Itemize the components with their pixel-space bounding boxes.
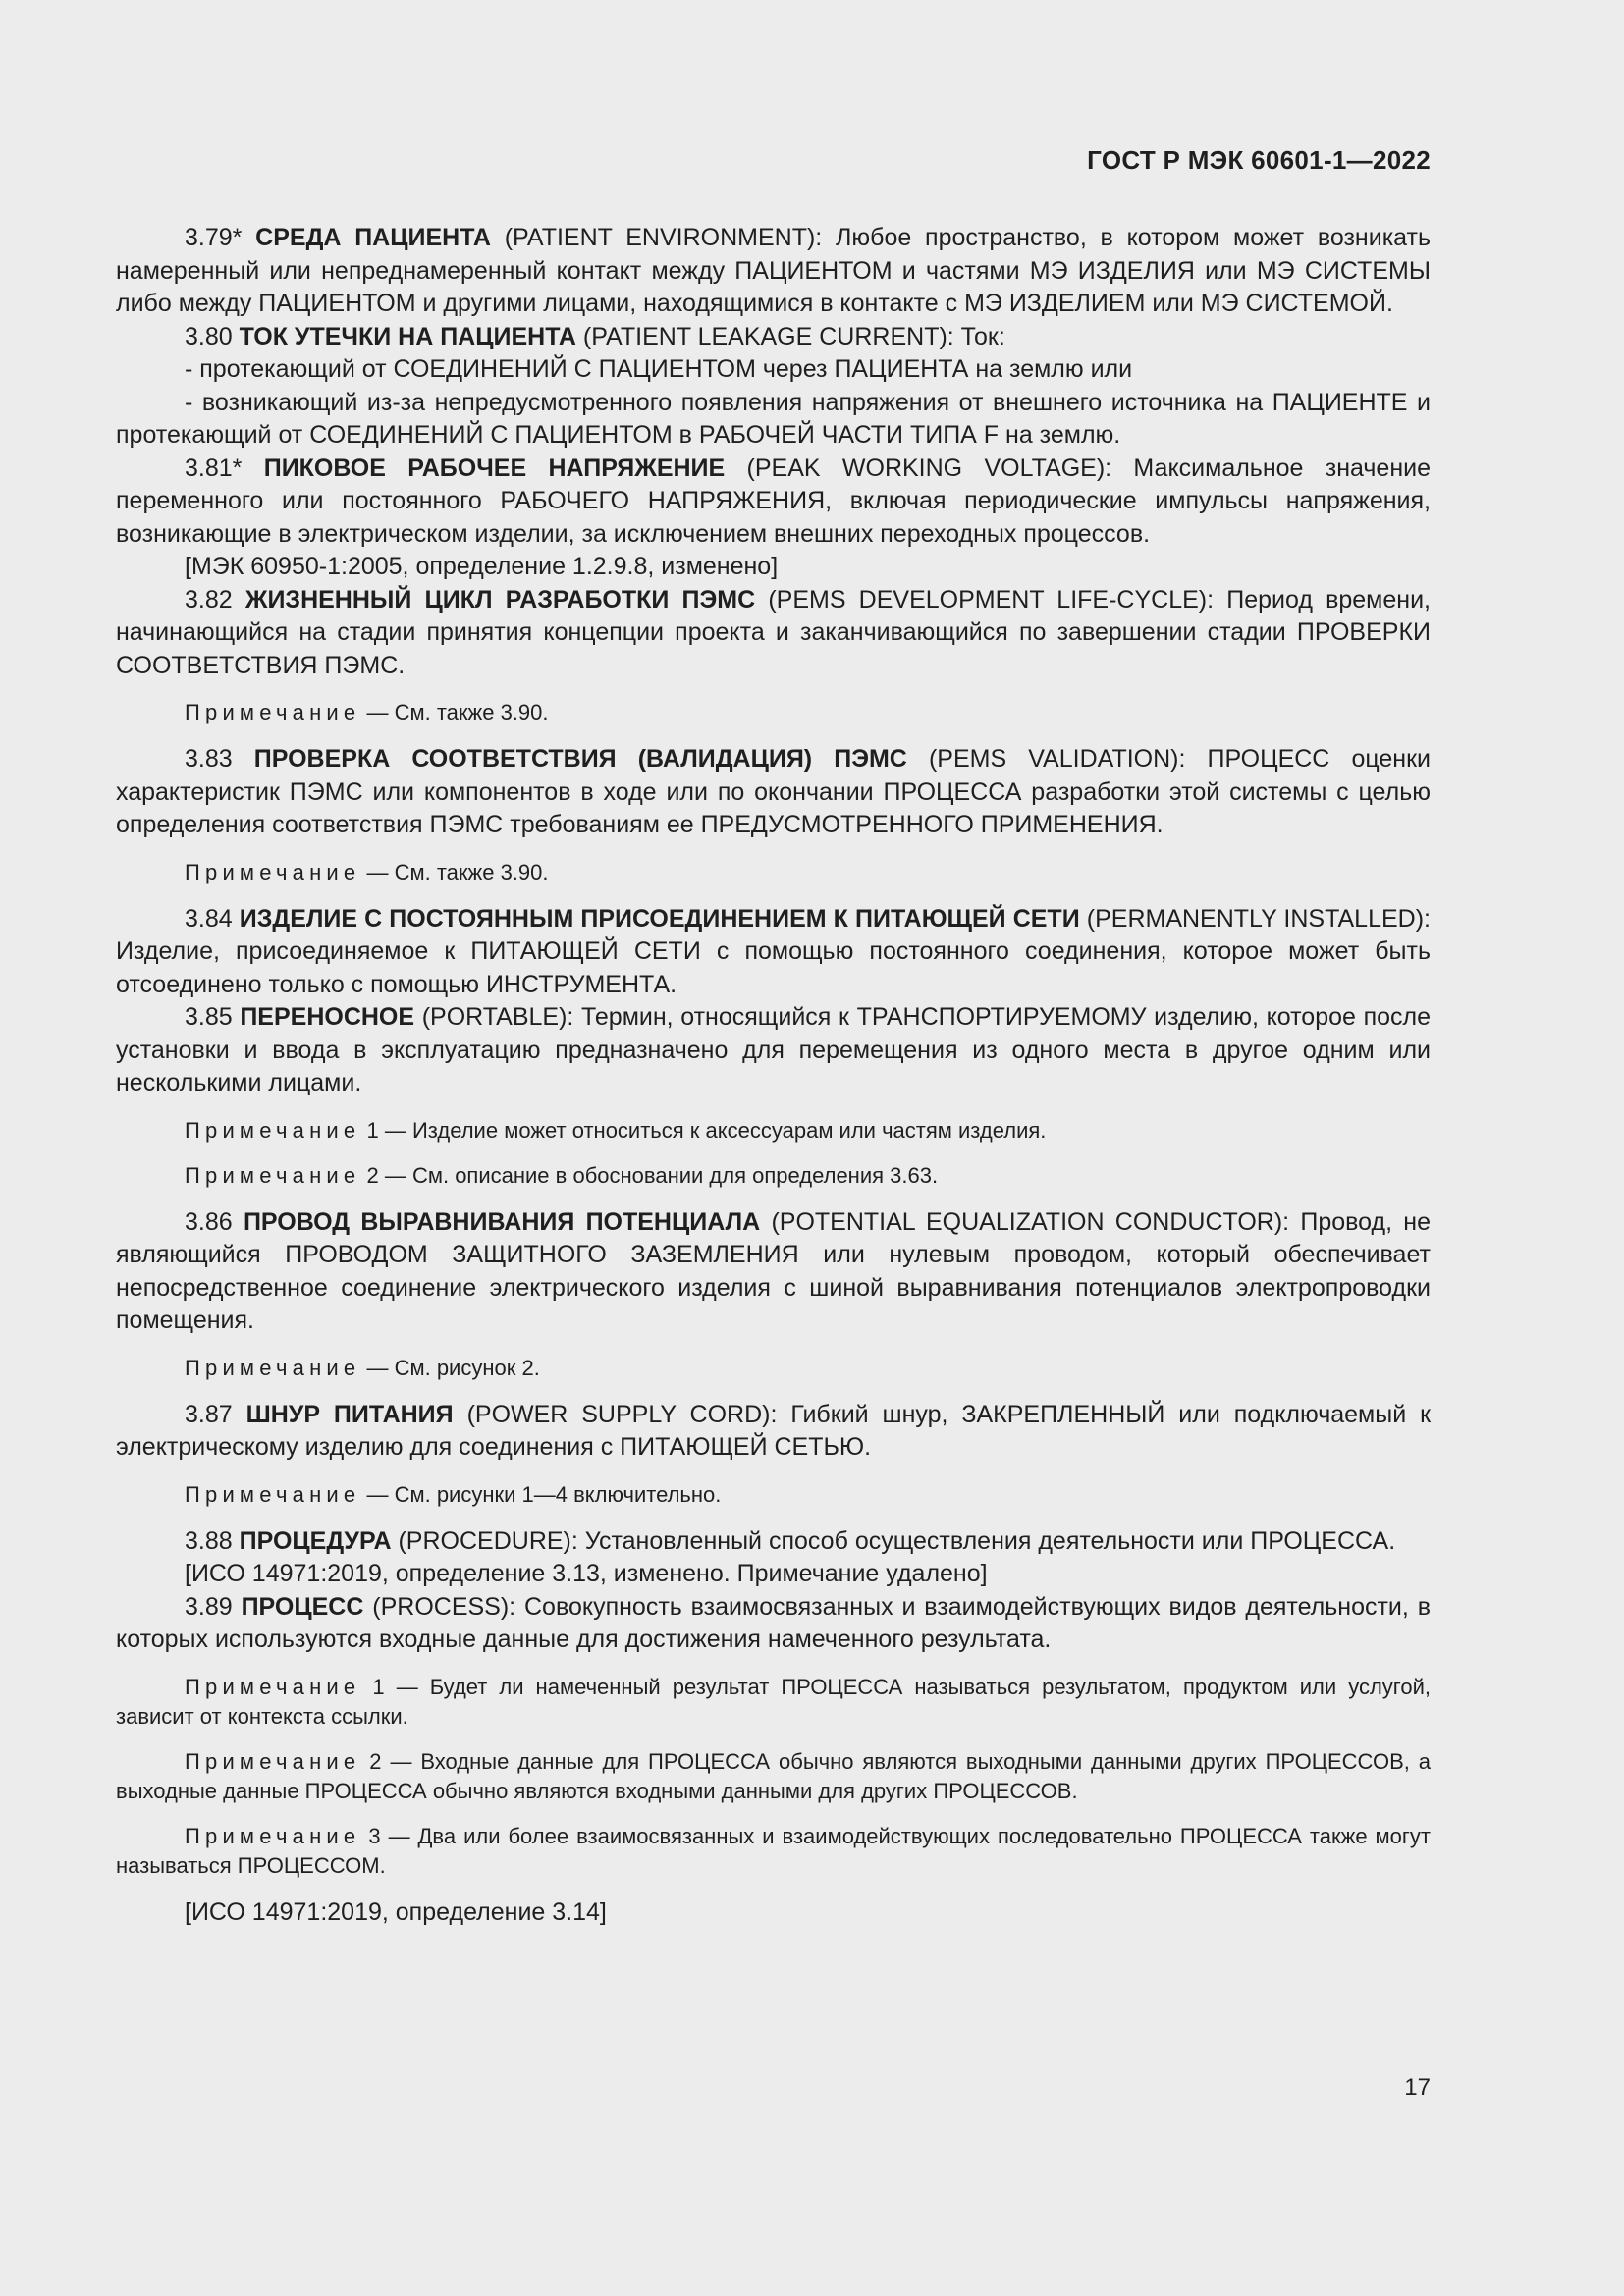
definition-number: 3.89	[185, 1592, 233, 1621]
definition-3-80	[116, 321, 1431, 354]
note-label: Примечание	[185, 1748, 361, 1774]
definition-term: ЖИЗНЕННЫЙ ЦИКЛ РАЗРАБОТКИ ПЭМС	[244, 585, 756, 614]
note-text: — См. рисунок 2.	[366, 1355, 540, 1380]
note-label: Примечание	[185, 1117, 361, 1143]
page-number: 17	[1404, 2074, 1431, 2101]
note	[116, 858, 1431, 887]
definition-term: ПРОВОД ВЫРАВНИВАНИЯ ПОТЕНЦИАЛА	[243, 1207, 761, 1236]
note	[116, 1354, 1431, 1383]
note-text: — См. также 3.90.	[366, 859, 549, 884]
definition-number: 3.79*	[185, 224, 243, 251]
definition-3-79	[116, 222, 1431, 321]
definition-3-81	[116, 453, 1431, 552]
document-body	[116, 222, 1431, 1929]
definition-term: ПРОЦЕСС	[241, 1592, 364, 1621]
note-label: Примечание	[185, 1355, 361, 1380]
definition-body: (PROCESS): Совокупность взаимосвязанных и взаимодействующих видов деятельности, в которых используются входные данные для достижения намеченного результата.	[116, 1592, 1432, 1653]
definition-term: ПРОЦЕДУРА	[239, 1526, 392, 1555]
note	[116, 1673, 1431, 1732]
source-citation: [МЭК 60950-1:2005, определение 1.2.9.8, изменено]	[185, 553, 779, 580]
definition-3-85	[116, 1001, 1431, 1100]
document-code-header: ГОСТ Р МЭК 60601-1—2022	[1087, 145, 1431, 175]
note-text: — См. также 3.90.	[366, 700, 549, 724]
note-text: — См. рисунки 1—4 включительно.	[366, 1481, 722, 1507]
note-label: Примечание	[185, 1481, 361, 1507]
definition-number: 3.81*	[185, 454, 243, 482]
definition-body: (POTENTIAL EQUALIZATION CONDUCTOR): Провод, не являющийся ПРОВОДОМ ЗАЩИТНОГО ЗАЗЕМЛЕНИЯ или нулевым проводом, который обеспечивает непосредственное соединение электрического изделия с шиной выравнивания потенциалов электропроводки помещения.	[116, 1207, 1431, 1334]
definition-body: (PEAK WORKING VOLTAGE): Максимальное значение переменного или постоянного РАБОЧЕГО НАПРЯЖЕНИЯ, включая периодические импульсы напряжения, возникающие в электрическом изделии, за исключением внешних переходных процессов.	[116, 454, 1432, 548]
definition-term: ТОК УТЕЧКИ НА ПАЦИЕНТА	[239, 322, 576, 350]
definition-number: 3.82	[185, 585, 233, 614]
definition-number: 3.84	[185, 904, 233, 933]
definition-term: СРЕДА ПАЦИЕНТА	[255, 224, 491, 251]
list-item: - возникающий из-за непредусмотренного появления напряжения от внешнего источника на ПАЦИЕНТЕ и протекающий от СОЕДИНЕНИЙ С ПАЦИЕНТОМ в РАБОЧЕЙ ЧАСТИ ТИПА F на землю.	[116, 388, 1431, 449]
definition-3-88	[116, 1525, 1431, 1559]
note-text: — Два или более взаимосвязанных и взаимодействующих последовательно ПРОЦЕССА также могут называться ПРОЦЕССОМ.	[116, 1823, 1432, 1878]
note-text: — Изделие может относиться к аксессуарам или частям изделия.	[384, 1117, 1047, 1143]
note	[116, 1480, 1431, 1510]
note-number: 3	[368, 1823, 381, 1848]
definition-body: (PROCEDURE): Установленный способ осуществления деятельности или ПРОЦЕССА.	[398, 1526, 1396, 1555]
note-text: — Будет ли намеченный результат ПРОЦЕССА называться результатом, продуктом или услугой, зависит от контекста ссылки.	[116, 1674, 1431, 1729]
definition-term: ИЗДЕЛИЕ С ПОСТОЯННЫМ ПРИСОЕДИНЕНИЕМ К ПИТАЮЩЕЙ СЕТИ	[239, 904, 1080, 933]
definition-3-82	[116, 584, 1431, 683]
definition-body: (PEMS DEVELOPMENT LIFE-CYCLE): Период времени, начинающийся на стадии принятия концепции проекта и заканчивающийся по завершении стадии ПРОВЕРКИ СООТВЕТСТВИЯ ПЭМС.	[116, 585, 1431, 679]
definition-3-83	[116, 743, 1431, 842]
note	[116, 1747, 1431, 1806]
definition-number: 3.83	[185, 745, 233, 773]
note-label: Примечание	[185, 1674, 361, 1699]
note-number: 1	[366, 1117, 379, 1143]
note-label: Примечание	[185, 700, 361, 724]
note-label: Примечание	[185, 1823, 361, 1848]
definition-number: 3.80	[185, 322, 233, 350]
definition-term: ПИКОВОЕ РАБОЧЕЕ НАПРЯЖЕНИЕ	[263, 454, 726, 482]
definition-3-86	[116, 1206, 1431, 1338]
definition-3-87	[116, 1399, 1431, 1465]
definition-body: (PEMS VALIDATION): ПРОЦЕСС оценки характеристик ПЭМС или компонентов в ходе или по окончании ПРОЦЕССА разработки этой системы с целью определения соответствия ПЭМС требованиям ее ПРЕДУСМОТРЕННОГО ПРИМЕНЕНИЯ.	[116, 745, 1432, 838]
definition-term: ШНУР ПИТАНИЯ	[245, 1400, 454, 1428]
definition-body: (PORTABLE): Термин, относящийся к ТРАНСПОРТИРУЕМОМУ изделию, которое после установки и ввода в эксплуатацию предназначено для перемещения из одного места в другое одним или несколькими лицами.	[116, 1003, 1432, 1096]
source-citation: [ИСО 14971:2019, определение 3.14]	[185, 1897, 607, 1926]
definition-number: 3.86	[185, 1207, 233, 1236]
note-text: — См. описание в обосновании для определения 3.63.	[384, 1162, 939, 1188]
note	[116, 698, 1431, 727]
note	[116, 1116, 1431, 1146]
list-item: - протекающий от СОЕДИНЕНИЙ С ПАЦИЕНТОМ через ПАЦИЕНТА на землю или	[185, 355, 1133, 383]
definition-body: (PATIENT LEAKAGE CURRENT): Ток:	[582, 322, 1005, 350]
note-label: Примечание	[185, 1162, 361, 1188]
definition-body: (POWER SUPPLY CORD): Гибкий шнур, ЗАКРЕПЛЕННЫЙ или подключаемый к электрическому изделию для соединения с ПИТАЮЩЕЙ СЕТЬЮ.	[116, 1400, 1432, 1461]
note	[116, 1161, 1431, 1191]
definition-number: 3.87	[185, 1400, 233, 1428]
definition-3-84	[116, 903, 1431, 1002]
definition-body: (PATIENT ENVIRONMENT): Любое пространство, в котором может возникать намеренный или непреднамеренный контакт между ПАЦИЕНТОМ и частями МЭ ИЗДЕЛИЯ или МЭ СИСТЕМЫ либо между ПАЦИЕНТОМ и другими лицами, находящимися в контакте с МЭ ИЗДЕЛИЕМ или МЭ СИСТЕМОЙ.	[116, 224, 1432, 317]
note-label: Примечание	[185, 859, 361, 884]
note-number: 2	[366, 1162, 379, 1188]
definition-term: ПРОВЕРКА СООТВЕТСТВИЯ (ВАЛИДАЦИЯ) ПЭМС	[253, 745, 907, 773]
note-number: 1	[372, 1674, 385, 1699]
definition-term: ПЕРЕНОСНОЕ	[240, 1003, 415, 1031]
source-citation: [ИСО 14971:2019, определение 3.13, изменено. Примечание удалено]	[185, 1560, 988, 1587]
definition-3-89	[116, 1591, 1431, 1657]
definition-number: 3.85	[185, 1003, 233, 1031]
note-text: — Входные данные для ПРОЦЕССА обычно являются выходными данными других ПРОЦЕССОВ, а выходные данные ПРОЦЕССА обычно являются входными данными для других ПРОЦЕССОВ.	[116, 1748, 1431, 1803]
definition-number: 3.88	[185, 1526, 233, 1555]
note-number: 2	[369, 1748, 382, 1774]
definition-body: (PERMANENTLY INSTALLED): Изделие, присоединяемое к ПИТАЮЩЕЙ СЕТИ с помощью постоянного соединения, которое может быть отсоединено только с помощью ИНСТРУМЕНТА.	[116, 904, 1431, 998]
note	[116, 1822, 1431, 1881]
